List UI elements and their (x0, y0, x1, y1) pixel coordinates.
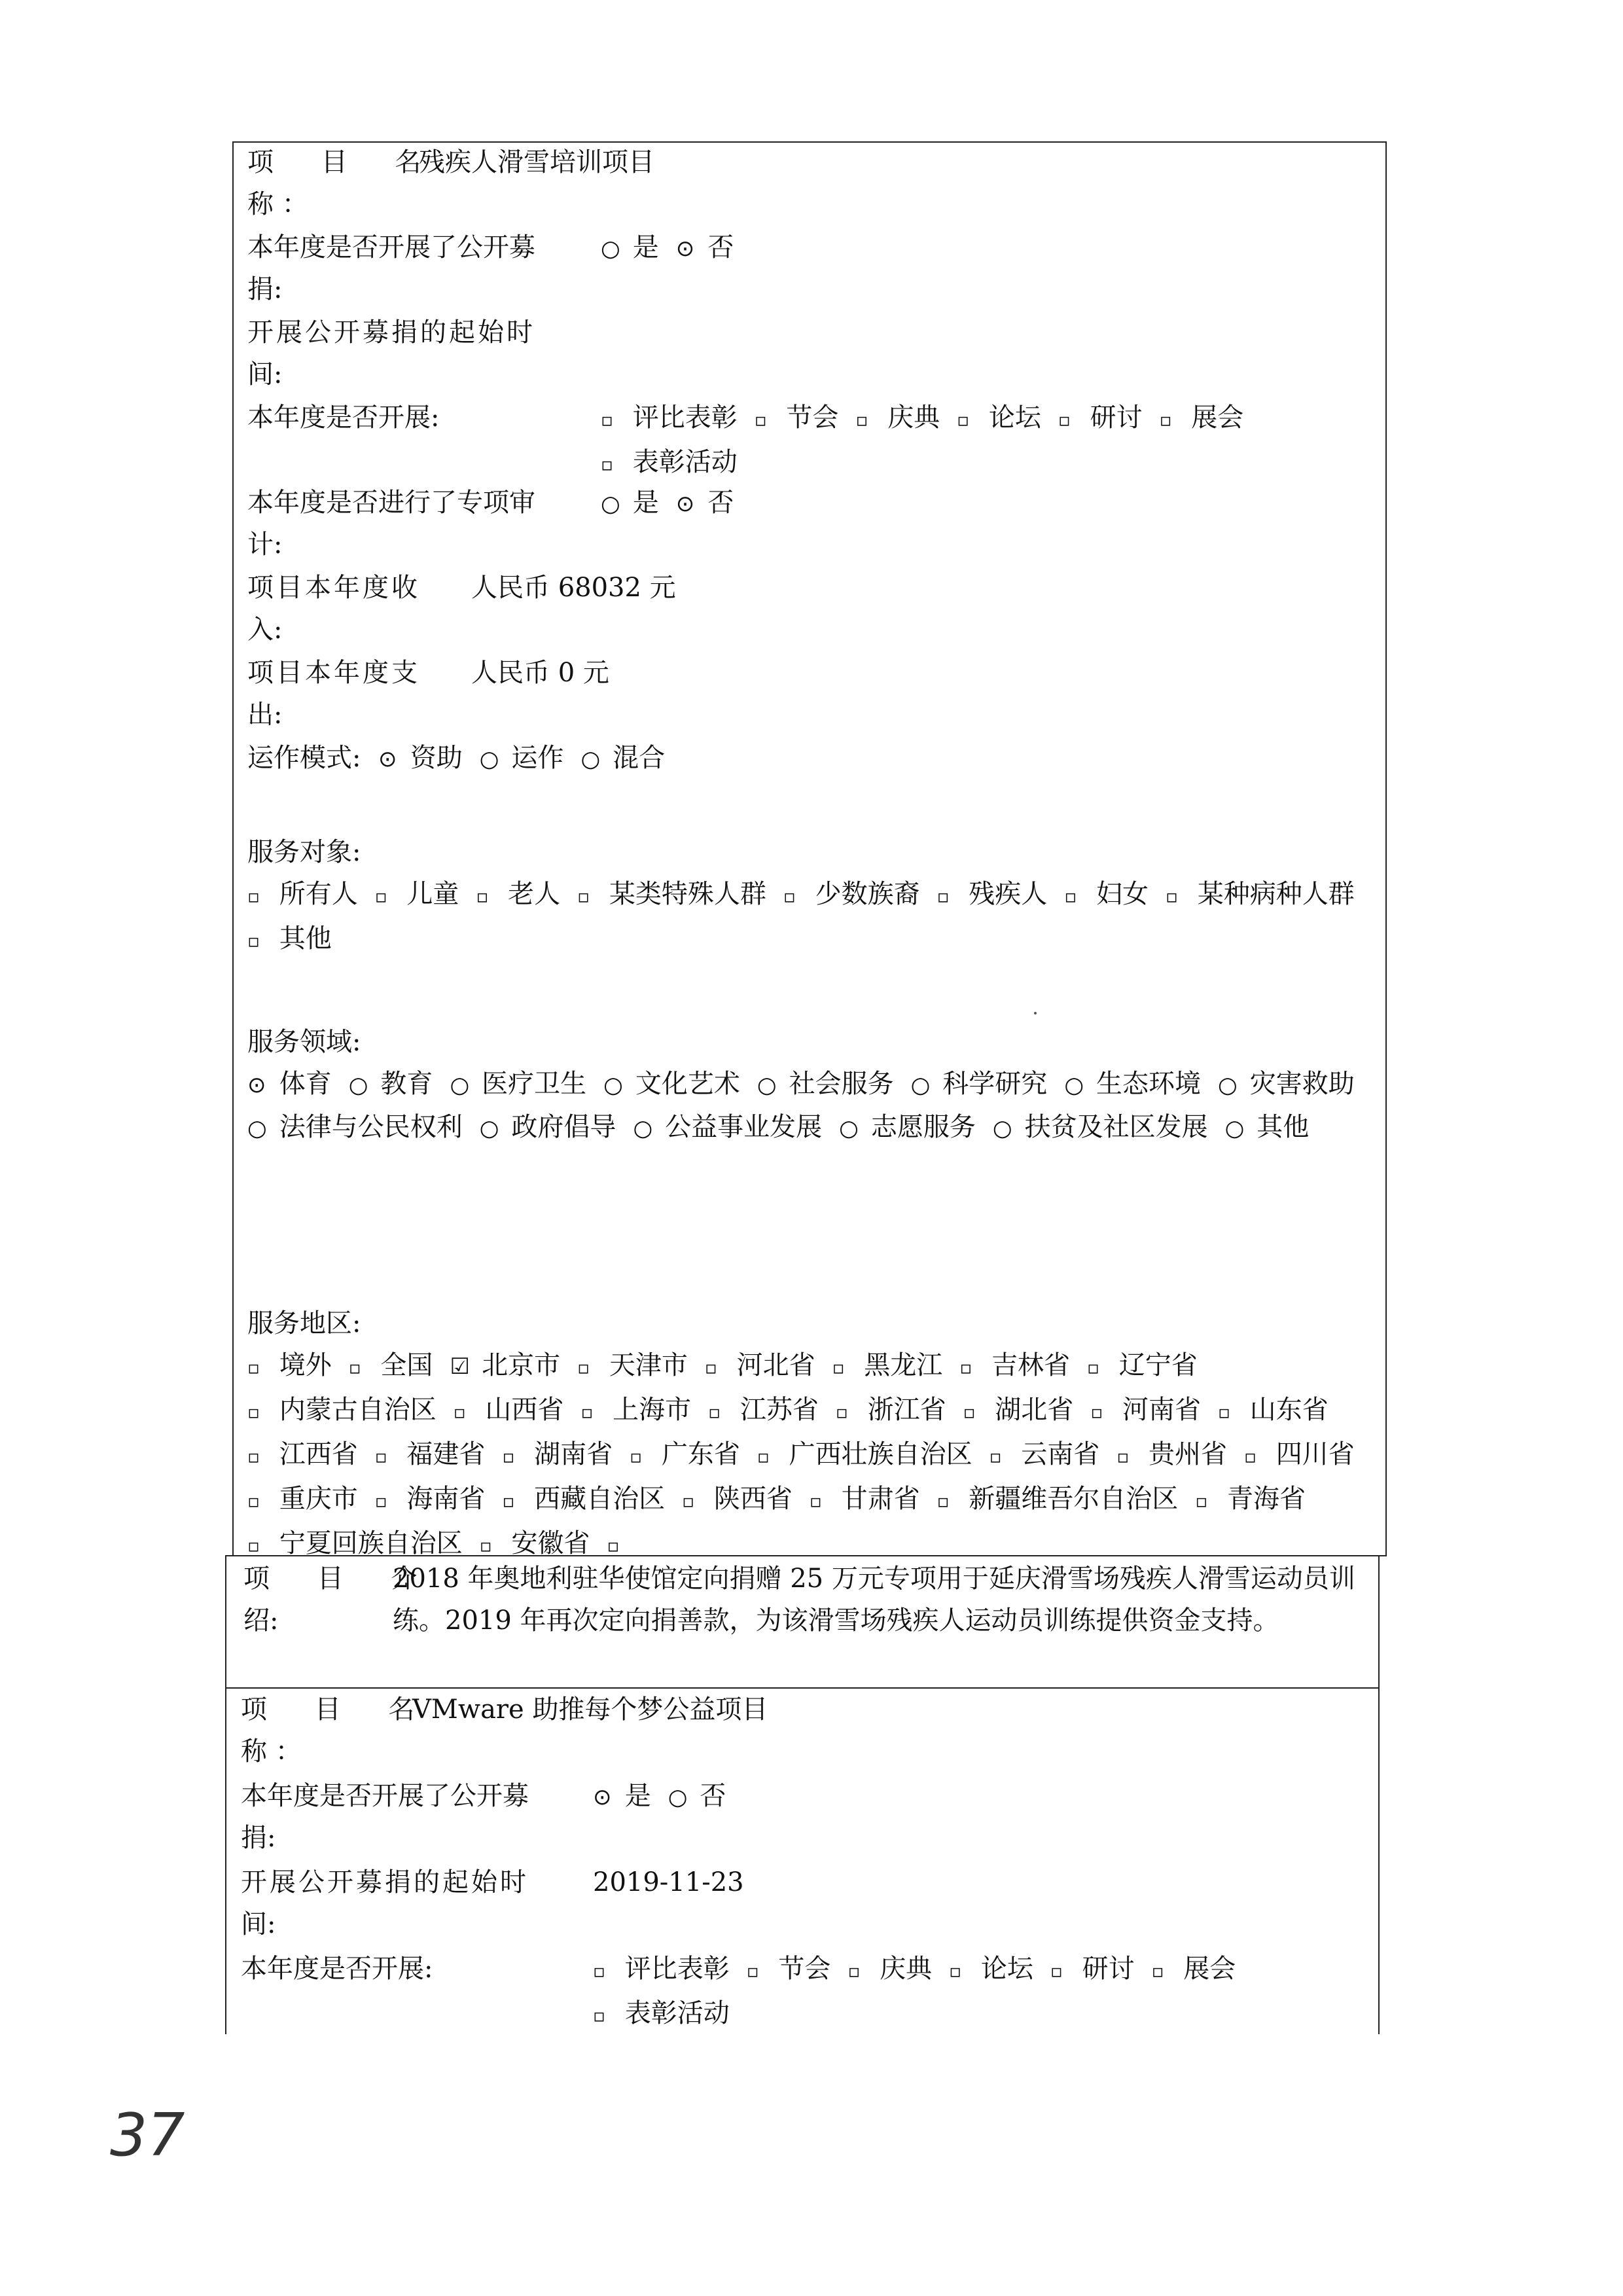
option-label: 灾害救助 (1241, 1069, 1355, 1099)
option-item (593, 1948, 730, 1992)
checkbox-icon: ▫ (1087, 1357, 1100, 1378)
checkbox-icon: ▫ (1166, 886, 1179, 907)
option-label: 海南省 (398, 1484, 486, 1514)
option-item (375, 873, 459, 918)
option-item (375, 1433, 486, 1478)
p1-fields-label: 服务领域: (247, 1027, 361, 1057)
p1-public-options (601, 226, 751, 270)
option-label: 其他 (271, 924, 332, 954)
checkbox-icon: ▫ (949, 1960, 962, 1982)
checkbox-icon: ▫ (1151, 1960, 1164, 1982)
option-label: 河北省 (728, 1350, 815, 1380)
option-item (832, 1344, 943, 1389)
option-label: 论坛 (972, 1954, 1033, 1984)
checkbox-icon: ▫ (1195, 1490, 1208, 1512)
option-label: 湖南省 (526, 1439, 613, 1469)
checkbox-icon: ▫ (708, 1401, 721, 1423)
option-label: 所有人 (271, 879, 358, 909)
option-item (1166, 873, 1355, 918)
option-label: 法律与公民权利 (271, 1112, 463, 1142)
p2-start-value: 2019-11-23 (593, 1867, 744, 1897)
option-item (603, 1063, 740, 1106)
p1-name-label-b: 称 ： (247, 189, 308, 219)
option-label: 评比表彰 (624, 403, 738, 433)
option-label: 宁夏回族自治区 (271, 1528, 463, 1558)
option-item (668, 1775, 726, 1818)
option-item (1064, 873, 1149, 918)
option-item (480, 1106, 616, 1149)
checkbox-icon: ▫ (1090, 1401, 1103, 1423)
option-label: 展会 (1183, 403, 1244, 433)
checkbox-icon: ▫ (607, 1535, 620, 1556)
radio-icon: ⊙ (675, 236, 695, 262)
radio-icon: ○ (601, 491, 620, 517)
option-label: 四川省 (1268, 1439, 1355, 1469)
option-item (593, 1775, 651, 1818)
option-label: 北京市 (473, 1350, 561, 1380)
option-label: 扶贫及社区发展 (1016, 1112, 1208, 1142)
radio-icon: ○ (348, 1072, 368, 1098)
option-label: 文化艺术 (627, 1069, 740, 1099)
option-item (1116, 1433, 1227, 1478)
option-item (577, 873, 766, 918)
radio-icon: ○ (633, 1115, 653, 1141)
page-number: 37 (110, 2101, 185, 2170)
option-label: 广东省 (653, 1439, 740, 1469)
p2-public-label-a: 本年度是否开展了公开募 (241, 1781, 529, 1811)
option-item (349, 1063, 433, 1106)
option-item (676, 226, 734, 270)
radio-icon: ⊙ (378, 746, 397, 772)
option-label: 否 (699, 232, 734, 262)
option-item (454, 1389, 564, 1433)
option-label: 社会服务 (780, 1069, 894, 1099)
checkbox-icon: ▫ (476, 886, 489, 907)
option-label: 安徽省 (503, 1528, 590, 1558)
option-item (1050, 1948, 1135, 1992)
option-label: 资助 (402, 743, 463, 773)
option-item (1218, 1389, 1329, 1433)
checkbox-icon: ▫ (577, 886, 590, 907)
option-label: 辽宁省 (1111, 1350, 1198, 1380)
option-item (601, 226, 659, 270)
option-item (757, 1063, 894, 1106)
option-item (630, 1433, 740, 1478)
checkbox-icon: ▫ (247, 1446, 260, 1467)
radio-icon: ○ (479, 1115, 499, 1141)
option-label: 科学研究 (934, 1069, 1048, 1099)
checkbox-icon: ▫ (502, 1446, 515, 1467)
option-item (1218, 1063, 1355, 1106)
option-label: 运作 (503, 743, 564, 773)
radio-icon: ○ (479, 746, 499, 772)
option-label: 云南省 (1012, 1439, 1100, 1469)
option-label: 江苏省 (732, 1395, 819, 1425)
option-label: 混合 (604, 743, 666, 773)
radio-icon: ⊙ (593, 1784, 612, 1810)
option-label: 山东省 (1241, 1395, 1329, 1425)
option-item (959, 1344, 1070, 1389)
option-item (708, 1389, 819, 1433)
p2-name-label-a: 项 目 名 (241, 1695, 435, 1725)
checkbox-icon: ▫ (502, 1490, 515, 1512)
option-label: 少数族裔 (806, 879, 920, 909)
p1-public-label-a: 本年度是否开展了公开募 (247, 232, 535, 262)
option-item (1225, 1106, 1310, 1149)
option-label: 否 (699, 488, 734, 518)
option-label: 评比表彰 (616, 1954, 730, 1984)
option-label: 某种病种人群 (1189, 879, 1355, 909)
checkbox-icon: ▫ (855, 409, 868, 431)
p1-name-label-a: 项 目 名 (247, 147, 441, 177)
option-item (836, 1389, 946, 1433)
p1-income-label-a: 项目本年度收 (247, 573, 420, 603)
option-item (839, 1106, 976, 1149)
checkbox-icon: ▫ (348, 1357, 361, 1378)
option-label: 残疾人 (960, 879, 1048, 909)
checkbox-icon: ▫ (593, 2005, 605, 2026)
radio-icon: ○ (1218, 1072, 1238, 1098)
option-label: 西藏自治区 (526, 1484, 666, 1514)
option-item (247, 1344, 332, 1389)
option-item (1195, 1478, 1306, 1522)
radio-icon: ○ (1064, 1072, 1084, 1098)
checkbox-icon: ▫ (601, 409, 613, 431)
option-item (593, 1992, 730, 2037)
option-label: 研讨 (1081, 403, 1143, 433)
checkbox-icon: ▫ (936, 1490, 950, 1512)
checkbox-icon: ▫ (704, 1357, 717, 1378)
option-item (676, 482, 734, 525)
checkbox-icon: ▫ (247, 1490, 260, 1512)
option-item (747, 1948, 831, 1992)
radio-icon: ○ (603, 1072, 623, 1098)
radio-icon: ○ (757, 1072, 777, 1098)
option-label: 展会 (1175, 1954, 1236, 1984)
p1-name-value: 残疾人滑雪培训项目 (419, 147, 654, 177)
option-item (480, 737, 564, 780)
checkbox-icon: ▫ (453, 1401, 466, 1423)
checkbox-icon: ▫ (783, 886, 796, 907)
option-label: 陕西省 (705, 1484, 793, 1514)
p1-regions (247, 1344, 1373, 1567)
checkbox-icon: ▫ (247, 930, 260, 952)
option-item (855, 397, 940, 441)
radio-icon: ○ (910, 1072, 931, 1098)
option-item (1160, 397, 1244, 441)
option-label: 老人 (499, 879, 561, 909)
option-label: 庆典 (871, 1954, 933, 1984)
checkbox-icon: ▫ (580, 1401, 594, 1423)
checkbox-icon: ▫ (682, 1490, 695, 1512)
option-item (601, 397, 738, 441)
checkbox-icon: ▫ (374, 886, 387, 907)
option-item (247, 1106, 463, 1149)
option-item (375, 1478, 486, 1522)
p1-mode-options (378, 737, 682, 780)
p1-start-label-a: 开展公开募捐的起始时 (247, 317, 535, 348)
p1-public-label-b: 捐: (247, 274, 283, 304)
option-label: 是 (624, 232, 659, 262)
option-item (937, 873, 1048, 918)
p1-intro-label-b: 绍: (243, 1605, 279, 1636)
p1-intro-text: 2018 年奥地利驻华使馆定向捐赠 25 万元专项用于延庆滑雪场残疾人滑雪运动员训练。2019 年再次定向捐善款，为该滑雪场残疾人运动员训练提供资金支持。 (393, 1564, 1355, 1636)
option-item (911, 1063, 1048, 1106)
p1-fields (247, 1063, 1373, 1149)
checkbox-icon: ▫ (936, 886, 950, 907)
option-label: 体育 (271, 1069, 332, 1099)
option-item (1152, 1948, 1236, 1992)
radio-icon: ⊙ (247, 1072, 266, 1098)
option-label: 青海省 (1219, 1484, 1306, 1514)
option-label: 其他 (1248, 1112, 1310, 1142)
option-label: 福建省 (398, 1439, 486, 1469)
checkbox-icon: ▫ (989, 1446, 1002, 1467)
option-item (682, 1478, 793, 1522)
p1-audit-label-b: 计: (247, 529, 283, 560)
p1-audit-options (601, 482, 751, 525)
option-label: 全国 (372, 1350, 433, 1380)
option-item (577, 1344, 688, 1389)
p1-intro-label-a: 项 目 介 (243, 1564, 437, 1594)
checkbox-icon: ▫ (247, 1401, 260, 1423)
radio-icon: ○ (580, 746, 601, 772)
radio-icon: ○ (601, 236, 620, 262)
option-label: 表彰活动 (616, 1998, 730, 2028)
p1-expense-label-a: 项目本年度支 (247, 658, 420, 688)
option-label: 甘肃省 (832, 1484, 920, 1514)
option-label: 公益事业发展 (656, 1112, 823, 1142)
option-label: 河南省 (1114, 1395, 1202, 1425)
checkbox-icon: ▫ (1050, 1960, 1063, 1982)
p1-targets-label: 服务对象: (247, 837, 361, 867)
option-label: 庆典 (879, 403, 940, 433)
option-label: 妇女 (1088, 879, 1149, 909)
option-label: 内蒙古自治区 (271, 1395, 437, 1425)
p1-mode-label: 运作模式: (247, 743, 361, 773)
option-item (601, 441, 738, 486)
p1-audit-label-a: 本年度是否进行了专项审 (247, 488, 535, 518)
option-label: 吉林省 (983, 1350, 1071, 1380)
checkbox-icon: ▫ (809, 1490, 822, 1512)
radio-icon: ○ (450, 1072, 470, 1098)
checkbox-icon: ▫ (630, 1446, 643, 1467)
scan-speck (1034, 1012, 1037, 1014)
checkbox-icon: ▫ (957, 409, 970, 431)
p2-public-options (593, 1775, 743, 1818)
radio-icon: ○ (247, 1115, 267, 1141)
p2-start-label-a: 开展公开募捐的起始时 (241, 1867, 529, 1897)
p1-targets (247, 873, 1373, 962)
p1-activities-label: 本年度是否开展: (247, 403, 440, 433)
checkbox-icon: ▫ (963, 1401, 976, 1423)
option-label: 浙江省 (859, 1395, 946, 1425)
option-item (1058, 397, 1143, 441)
option-item (783, 873, 920, 918)
radio-icon: ○ (1224, 1115, 1245, 1141)
option-label: 节会 (777, 403, 839, 433)
p1-income-value: 人民币 68032 元 (471, 573, 676, 603)
option-label: 节会 (770, 1954, 831, 1984)
p2-public-label-b: 捐: (241, 1823, 276, 1853)
p1-regions-label: 服务地区: (247, 1308, 361, 1338)
option-item (378, 737, 463, 780)
option-label: 志愿服务 (863, 1112, 976, 1142)
checkbox-icon: ▫ (577, 1357, 590, 1378)
checkbox-icon: ▫ (247, 1535, 260, 1556)
option-item (247, 873, 358, 918)
option-label: 政府倡导 (503, 1112, 616, 1142)
option-item (580, 1389, 691, 1433)
option-item (502, 1478, 665, 1522)
option-item (963, 1389, 1074, 1433)
option-item (757, 1433, 972, 1478)
option-item (349, 1344, 433, 1389)
option-label: 否 (691, 1781, 726, 1811)
option-label: 山西省 (476, 1395, 564, 1425)
checkbox-icon: ▫ (754, 409, 767, 431)
radio-icon: ○ (839, 1115, 859, 1141)
option-item (990, 1433, 1100, 1478)
option-label: 儿童 (398, 879, 459, 909)
p1-expense-label-b: 出: (247, 700, 283, 730)
checkbox-icon: ▫ (1218, 1401, 1231, 1423)
checkbox-icon: ▫ (479, 1535, 492, 1556)
option-item (247, 1389, 437, 1433)
checkbox-icon: ▫ (746, 1960, 759, 1982)
p2-activities (593, 1948, 1365, 2037)
checkbox-icon: ▫ (247, 886, 260, 907)
option-item (810, 1478, 920, 1522)
radio-icon: ○ (992, 1115, 1012, 1141)
option-item (937, 1478, 1179, 1522)
p2-name-label-b: 称 ： (241, 1736, 302, 1767)
option-label: 医疗卫生 (473, 1069, 587, 1099)
option-item (847, 1948, 932, 1992)
checkbox-icon: ▫ (1244, 1446, 1257, 1467)
p1-start-label-b: 间: (247, 359, 283, 389)
option-item (633, 1106, 822, 1149)
checkbox-icon: ▫ (1064, 886, 1077, 907)
option-label: 新疆维吾尔自治区 (960, 1484, 1179, 1514)
option-label: 教育 (372, 1069, 433, 1099)
option-label: 江西省 (271, 1439, 358, 1469)
option-item (755, 397, 839, 441)
option-item (502, 1433, 613, 1478)
option-item (957, 397, 1041, 441)
option-item (705, 1344, 815, 1389)
option-item (247, 1063, 332, 1106)
option-item (949, 1948, 1033, 1992)
option-label: 研讨 (1073, 1954, 1135, 1984)
checkbox-icon: ▫ (374, 1446, 387, 1467)
radio-icon: ⊙ (675, 491, 695, 517)
option-label: 是 (616, 1781, 651, 1811)
option-item (1244, 1433, 1355, 1478)
option-label: 黑龙江 (855, 1350, 943, 1380)
option-item (450, 1063, 586, 1106)
p1-income-label-b: 入: (247, 615, 283, 645)
p2-activities-label: 本年度是否开展: (241, 1954, 433, 1984)
option-item (993, 1106, 1208, 1149)
option-item (580, 737, 665, 780)
option-label: 表彰活动 (624, 447, 738, 477)
option-label: 湖北省 (986, 1395, 1074, 1425)
option-label: 境外 (271, 1350, 332, 1380)
option-item (247, 918, 332, 962)
option-label: 贵州省 (1140, 1439, 1228, 1469)
checkbox-icon: ▫ (757, 1446, 770, 1467)
p2-start-label-b: 间: (241, 1909, 276, 1939)
radio-icon: ○ (668, 1784, 688, 1810)
checkbox-icon: ▫ (374, 1490, 387, 1512)
option-label: 是 (624, 488, 659, 518)
checkbox-icon: ▫ (1116, 1446, 1130, 1467)
option-item (601, 482, 659, 525)
checkbox-icon: ▫ (959, 1357, 972, 1378)
option-label: 某类特殊人群 (601, 879, 766, 909)
p1-expense-value: 人民币 0 元 (471, 658, 609, 688)
option-item (450, 1344, 560, 1388)
option-label: 论坛 (980, 403, 1041, 433)
p1-activities (601, 397, 1373, 486)
checkbox-icon: ☑ (450, 1354, 470, 1380)
option-item (476, 873, 560, 918)
p2-name-value: VMware 助推每个梦公益项目 (412, 1695, 768, 1725)
checkbox-icon: ▫ (835, 1401, 848, 1423)
checkbox-icon: ▫ (601, 454, 613, 475)
option-label: 重庆市 (271, 1484, 358, 1514)
option-item (1064, 1063, 1201, 1106)
option-item (1090, 1389, 1201, 1433)
checkbox-icon: ▫ (247, 1357, 260, 1378)
checkbox-icon: ▫ (847, 1960, 861, 1982)
option-item (247, 1478, 358, 1522)
option-item (247, 1433, 358, 1478)
option-label: 生态环境 (1088, 1069, 1202, 1099)
option-item (1087, 1344, 1198, 1389)
option-label: 上海市 (604, 1395, 692, 1425)
option-label: 天津市 (601, 1350, 688, 1380)
checkbox-icon: ▫ (593, 1960, 605, 1982)
checkbox-icon: ▫ (1159, 409, 1172, 431)
checkbox-icon: ▫ (832, 1357, 845, 1378)
option-label: 广西壮族自治区 (780, 1439, 972, 1469)
checkbox-icon: ▫ (1058, 409, 1071, 431)
